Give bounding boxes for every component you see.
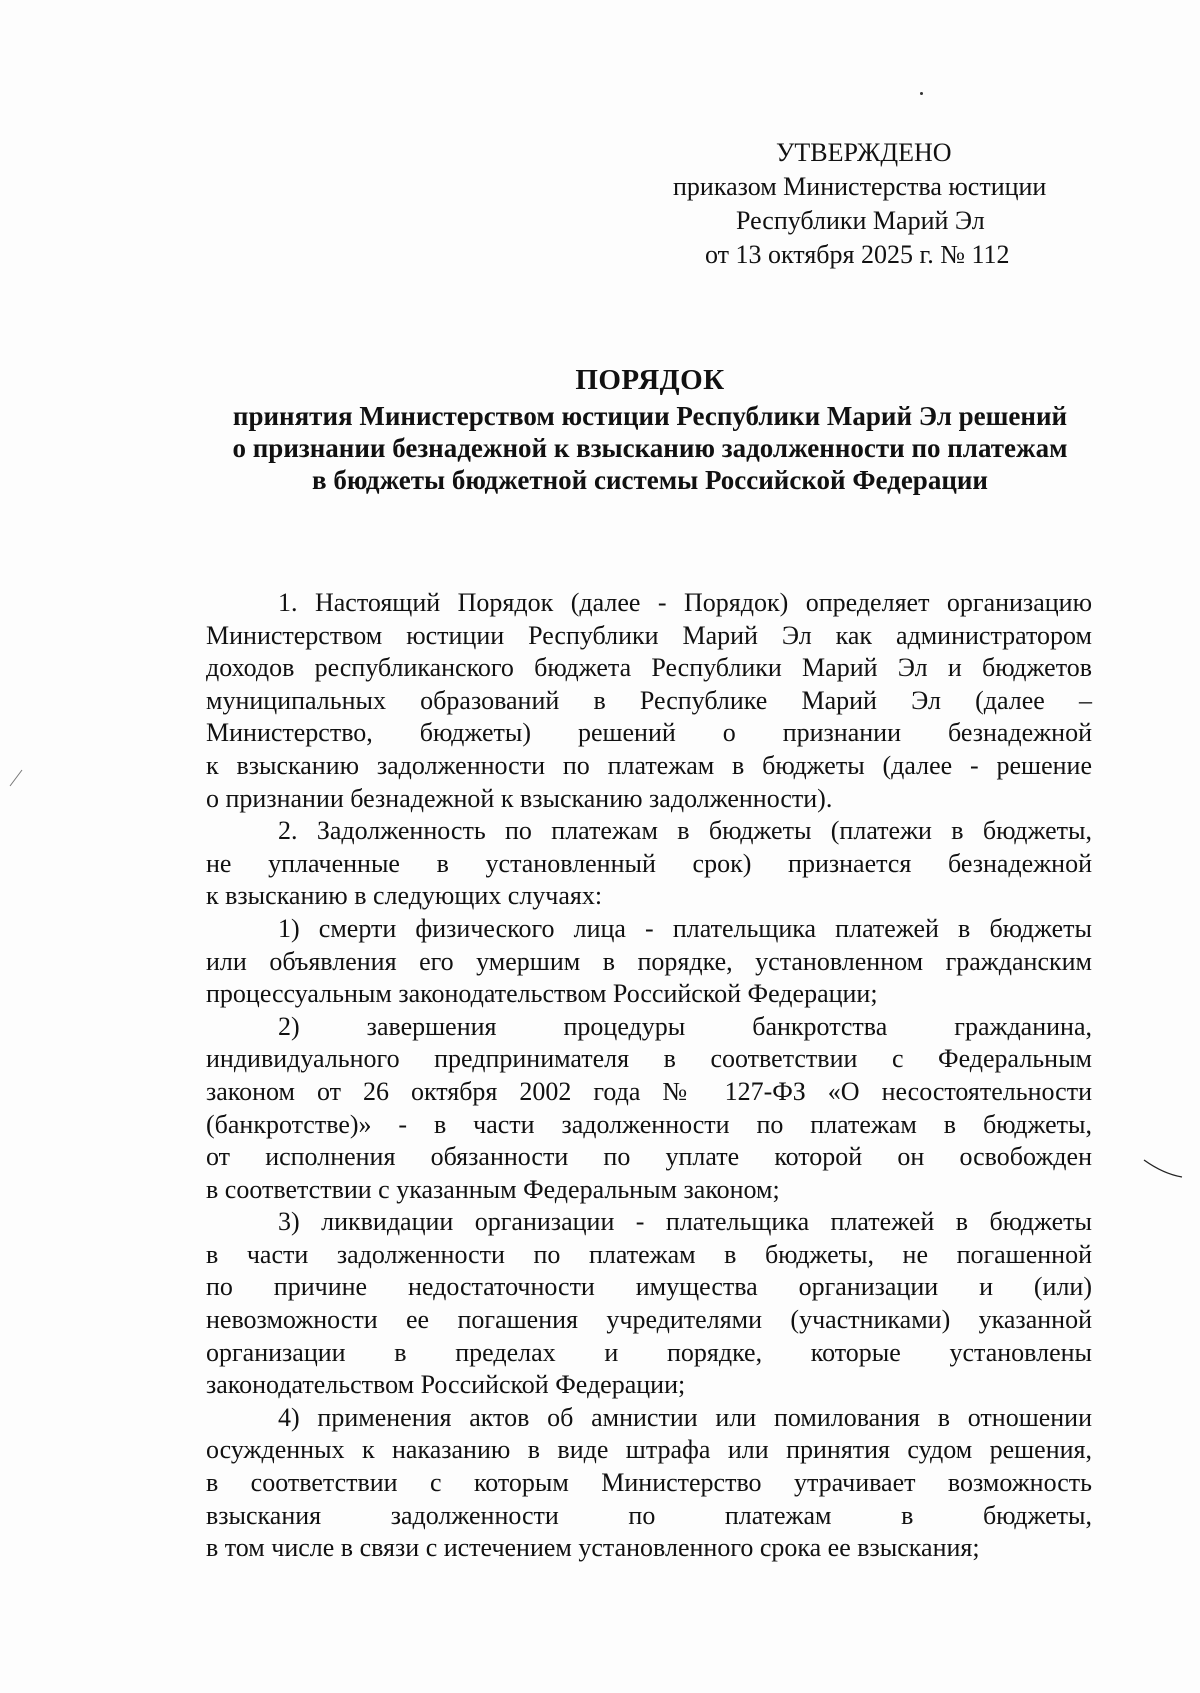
approval-line-approved: УТВЕРЖДЕНО [776,138,952,167]
approval-line-republic: Республики Марий Эл [736,206,985,235]
body-line: в части задолженности по платежам в бюджеты, не погашенной [206,1239,1092,1269]
body-line: о признании безнадежной к взысканию задолженности). [206,783,833,813]
right-margin-pen-mark [1144,1160,1182,1177]
body-line: к взысканию в следующих случаях: [206,881,603,911]
body-line: по причине недостаточности имущества организации и (или) [206,1272,1092,1302]
body-line: процессуальным законодательством Российской Федерации; [206,979,878,1009]
body-line: муниципальных образований в Республике Марий Эл (далее – [206,685,1092,715]
document-subtitle-line: в бюджеты бюджетной системы Российской Федерации [312,465,988,495]
paragraph-2-item-4 [206,1402,1092,1565]
approval-line-date-number: от 13 октября 2025 г. № 112 [705,240,1010,269]
body-line: (банкротстве)» - в части задолженности по платежам в бюджеты, [206,1109,1092,1139]
body-line: или объявления его умершим в порядке, установленном гражданским [206,946,1092,976]
approval-stamp-block [640,136,1080,272]
document-title: ПОРЯДОК [575,364,725,396]
document-subtitle-line: о признании безнадежной к взысканию задолженности по платежам [232,433,1068,463]
body-line: взыскания задолженности по платежам в бюджеты, [206,1500,1092,1530]
body-line: доходов республиканского бюджета Республики Марий Эл и бюджетов [206,653,1092,683]
body-line: 1) смерти физического лица - плательщика платежей в бюджеты [278,913,1092,943]
document-subtitle-line: принятия Министерством юстиции Республики Марий Эл решений [232,401,1068,431]
body-line: 2. Задолженность по платежам в бюджеты (платежи в бюджеты, [278,816,1092,846]
paragraph-2 [206,815,1092,913]
body-line: 3) ликвидации организации - плательщика платежей в бюджеты [278,1207,1092,1237]
body-line: невозможности ее погашения учредителями (участниками) указанной [206,1305,1092,1335]
scan-speck [920,92,923,95]
body-line: законом от 26 октября 2002 года № 127-ФЗ «О несостоятельности [206,1076,1092,1106]
left-margin-pen-mark [10,770,22,786]
body-line: законодательством Российской Федерации; [206,1370,686,1400]
body-line: 1. Настоящий Порядок (далее - Порядок) определяет организацию [278,588,1092,617]
body-line: в соответствии с которым Министерство утрачивает возможность [206,1468,1092,1498]
body-line: организации в пределах и порядке, которые установлены [206,1337,1092,1367]
body-line: 4) применения актов об амнистии или помилования в отношении [278,1402,1092,1432]
paragraph-2-item-2 [206,1011,1092,1207]
paragraph-1 [206,587,1092,815]
paragraph-2-item-1 [206,913,1092,1011]
body-line: осужденных к наказанию в виде штрафа или принятия судом решения, [206,1435,1092,1465]
document-body [206,587,1092,1565]
paragraph-2-item-3 [206,1206,1092,1402]
document-heading [180,360,1120,496]
body-line: 2) завершения процедуры банкротства гражданина, [278,1011,1092,1041]
body-line: Министерством юстиции Республики Марий Эл как администратором [206,620,1092,650]
body-line: не уплаченные в установленный срок) признается безнадежной [206,848,1092,878]
body-line: Министерство, бюджеты) решений о признании безнадежной [206,718,1092,748]
body-line: к взысканию задолженности по платежам в бюджеты (далее - решение [206,750,1092,780]
body-line: в соответствии с указанным Федеральным законом; [206,1174,780,1204]
body-line: от исполнения обязанности по уплате которой он освобожден [206,1142,1092,1172]
body-line: в том числе в связи с истечением установленного срока ее взыскания; [206,1533,980,1563]
body-line: индивидуального предпринимателя в соответствии с Федеральным [206,1044,1092,1074]
approval-line-order: приказом Министерства юстиции [673,172,1047,201]
